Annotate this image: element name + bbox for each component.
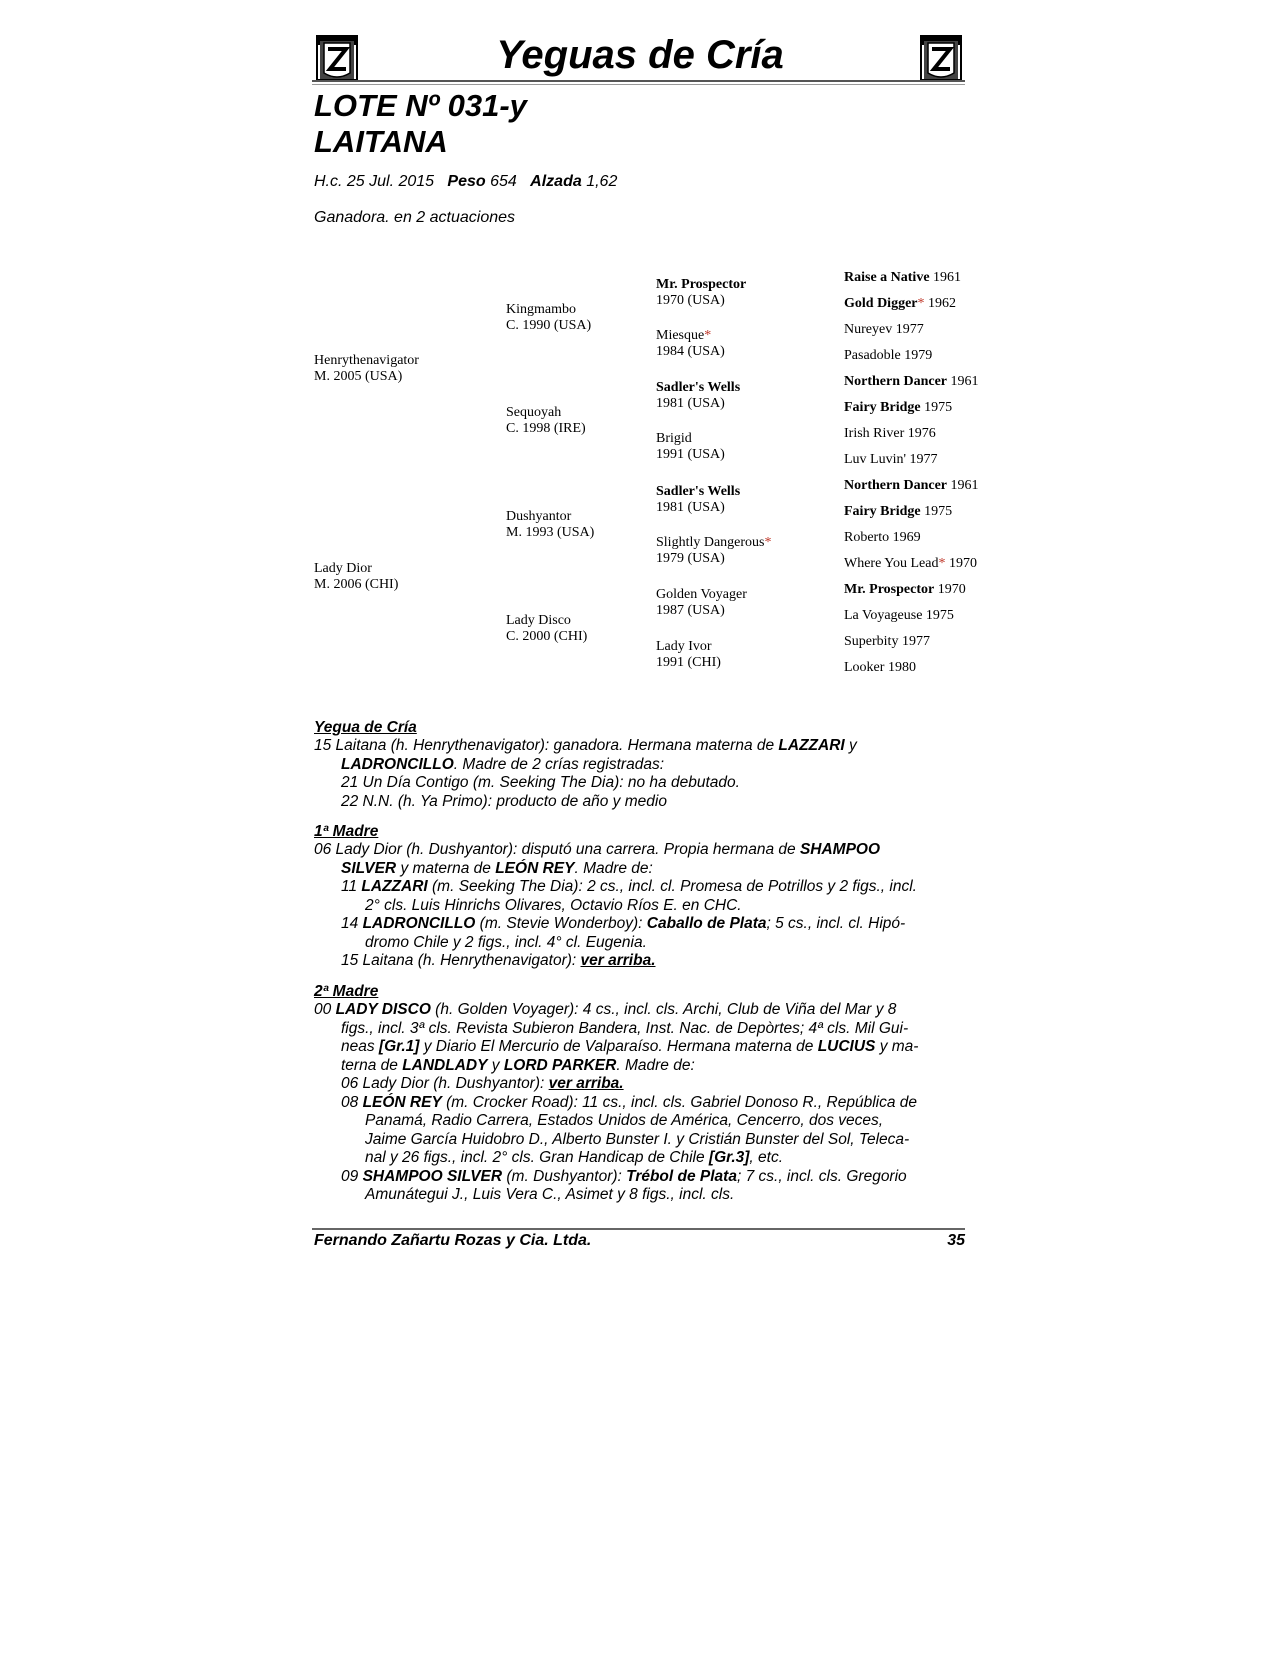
horse-name: LAZZARI [778, 737, 845, 754]
yegua-paragraph-cont [341, 756, 965, 775]
madre2-offspring [341, 1075, 624, 1094]
ped-info: 1991 (USA) [656, 447, 725, 462]
ped-year: 1975 [924, 400, 953, 415]
ped-name: Slightly Dangerous [656, 535, 765, 550]
madre2-offspring [341, 1094, 965, 1113]
ped-gen3-7 [656, 587, 747, 619]
text: 11 [341, 878, 362, 895]
shield-z-logo-left [314, 33, 360, 83]
horse-name: LEÓN REY [362, 1094, 442, 1111]
race-record: Ganadora. en 2 actuaciones [314, 209, 516, 226]
ped-gen4-16 [844, 660, 916, 676]
ped-gen4-3 [844, 322, 924, 338]
ped-info: 1981 (USA) [656, 396, 725, 411]
ped-name: Irish River [844, 426, 905, 441]
ped-info: C. 1998 (IRE) [506, 421, 586, 436]
ped-year: 1975 [924, 504, 953, 519]
ped-gen3-4 [656, 431, 725, 463]
horse-name: LADY DISCO [335, 1001, 431, 1018]
ped-gen4-15 [844, 634, 930, 650]
ped-year: 1969 [892, 530, 921, 545]
ped-info: 1981 (USA) [656, 500, 725, 515]
page-number: 35 [947, 1232, 965, 1249]
ped-dam [314, 561, 398, 593]
text: (m. Dushyantor): [502, 1168, 627, 1185]
text: terna de [341, 1057, 403, 1074]
ped-gen2-1 [506, 302, 591, 334]
ped-gen2-2 [506, 405, 586, 437]
text: y [844, 737, 857, 754]
madre1-offspring [341, 952, 656, 971]
section-heading-madre1: 1ª Madre [314, 823, 379, 840]
text: . Madre de: [574, 860, 653, 877]
ped-name: Lady Disco [506, 613, 571, 628]
text: 06 Lady Dior (h. Dushyantor): disputó una carrera. Propia hermana de [314, 841, 800, 858]
ped-gen3-2 [656, 328, 725, 360]
peso-label: Peso [447, 173, 486, 190]
ped-year: 1979 [904, 348, 933, 363]
ped-name: Sequoyah [506, 405, 562, 420]
horse-name: LORD PARKER [503, 1057, 617, 1074]
ped-gen3-1 [656, 277, 746, 309]
ped-year: 1977 [901, 634, 930, 649]
horse-name: SHAMPOO [799, 841, 881, 858]
yegua-paragraph [314, 737, 965, 756]
text: y Diario El Mercurio de Valparaíso. Hermana materna de [419, 1038, 818, 1055]
award: Caballo de Plata [646, 915, 767, 932]
madre2-offspring-cont [365, 1149, 783, 1168]
text: , etc. [749, 1149, 784, 1166]
section-heading-madre2: 2ª Madre [314, 983, 379, 1000]
ped-name: Dushyantor [506, 509, 572, 524]
imported-star: * [704, 328, 712, 343]
madre2-offspring-cont: Amunátegui J., Luis Vera C., Asimet y 8 figs., incl. cls. [365, 1186, 735, 1203]
alzada-value: 1,62 [586, 173, 618, 190]
ped-name: Gold Digger [844, 296, 918, 311]
text: . Madre de: [616, 1057, 695, 1074]
ped-gen2-3 [506, 509, 594, 541]
madre2-line [341, 1038, 965, 1057]
ped-gen3-6 [656, 535, 772, 567]
ped-year: 1970 [937, 582, 966, 597]
ped-name: Pasadoble [844, 348, 901, 363]
madre2-offspring-cont: Jaime García Huidobro D., Alberto Bunster I. y Cristián Bunster del Sol, Teleca- [365, 1131, 910, 1148]
text: 15 Laitana (h. Henrythenavigator): ganadora. Hermana materna de [314, 737, 779, 754]
birth-info: H.c. 25 Jul. 2015 [314, 173, 435, 190]
text: ; 5 cs., incl. cl. Hipó- [766, 915, 906, 932]
madre2-line [341, 1057, 695, 1076]
text: 08 [341, 1094, 363, 1111]
madre2-line [314, 1001, 965, 1020]
ped-info: 1987 (USA) [656, 603, 725, 618]
alzada-label: Alzada [530, 173, 582, 190]
ped-info: 1984 (USA) [656, 344, 725, 359]
text: y materna de [396, 860, 496, 877]
ped-name: Raise a Native [844, 270, 930, 285]
text: y ma- [875, 1038, 919, 1055]
madre1-offspring [341, 915, 965, 934]
ped-name: Lady Ivor [656, 639, 712, 654]
ped-gen2-4 [506, 613, 587, 645]
lot-heading [314, 88, 527, 160]
ped-name: La Voyageuse [844, 608, 923, 623]
ped-name: Henrythenavigator [314, 353, 419, 368]
text: nal y 26 figs., incl. 2° cls. Gran Handicap de Chile [365, 1149, 709, 1166]
ped-gen3-3 [656, 380, 740, 412]
madre1-offspring-cont: dromo Chile y 2 figs., incl. 4° cl. Eugenia. [365, 934, 647, 951]
imported-star: * [938, 556, 946, 571]
ped-gen4-12 [844, 556, 977, 572]
shield-z-logo-right [918, 33, 964, 83]
ped-name: Mr. Prospector [656, 277, 747, 292]
ped-gen4-8 [844, 452, 938, 468]
madre2-line: figs., incl. 3ª cls. Revista Subieron Bandera, Inst. Nac. de Depòrtes; 4ª cls. Mil Gui- [341, 1020, 909, 1037]
ped-gen4-10 [844, 504, 952, 520]
horse-name: LADRONCILLO [362, 915, 476, 932]
see-above-link: ver arriba. [548, 1075, 624, 1092]
horse-details [314, 173, 617, 191]
footer-company: Fernando Zañartu Rozas y Cia. Ltda. [314, 1232, 592, 1249]
ped-name: Northern Dancer [844, 478, 948, 493]
ped-name: Kingmambo [506, 302, 576, 317]
text: 00 [314, 1001, 336, 1018]
grade: [Gr.1] [378, 1038, 420, 1055]
ped-sire [314, 353, 419, 385]
text: (m. Stevie Wonderboy): [475, 915, 647, 932]
ped-info: M. 2005 (USA) [314, 369, 403, 384]
ped-gen4-2 [844, 296, 956, 312]
text: y [487, 1057, 504, 1074]
header-rule [312, 80, 965, 82]
ped-name: Golden Voyager [656, 587, 747, 602]
ped-name: Brigid [656, 431, 692, 446]
ped-name: Luv Luvin' [844, 452, 907, 467]
peso-value: 654 [490, 173, 517, 190]
ped-gen4-4 [844, 348, 932, 364]
ped-name: Superbity [844, 634, 899, 649]
text: 15 Laitana (h. Henrythenavigator): [341, 952, 581, 969]
ped-gen4-1 [844, 270, 961, 286]
ped-gen4-7 [844, 426, 936, 442]
ped-name: Fairy Bridge [844, 504, 921, 519]
imported-star: * [917, 296, 925, 311]
ped-name: Nureyev [844, 322, 893, 337]
text: 06 Lady Dior (h. Dushyantor): [341, 1075, 549, 1092]
ped-gen4-6 [844, 400, 952, 416]
ped-gen4-9 [844, 478, 979, 494]
ped-info: 1970 (USA) [656, 293, 725, 308]
horse-name: LEÓN REY [495, 860, 575, 877]
ped-name: Northern Dancer [844, 374, 948, 389]
madre2-offspring [341, 1168, 965, 1187]
ped-year: 1961 [950, 374, 979, 389]
horse-name: LADRONCILLO [341, 756, 454, 773]
text: neas [341, 1038, 379, 1055]
madre1-line [314, 841, 965, 860]
ped-name: Fairy Bridge [844, 400, 921, 415]
ped-name: Sadler's Wells [656, 380, 741, 395]
offspring-line: 21 Un Día Contigo (m. Seeking The Dia): no ha debutado. [341, 774, 740, 791]
text: (h. Golden Voyager): 4 cs., incl. cls. Archi, Club de Viña del Mar y 8 [430, 1001, 897, 1018]
see-above-link: ver arriba. [580, 952, 656, 969]
section-heading-yegua: Yegua de Cría [314, 719, 417, 736]
horse-name: LAZZARI [361, 878, 428, 895]
ped-name: Lady Dior [314, 561, 372, 576]
ped-year: 1977 [909, 452, 938, 467]
ped-info: M. 2006 (CHI) [314, 577, 399, 592]
lot-horse-name: LAITANA [314, 124, 448, 159]
ped-gen4-5 [844, 374, 979, 390]
grade: [Gr.3] [708, 1149, 750, 1166]
ped-info: 1979 (USA) [656, 551, 725, 566]
horse-name: SILVER [341, 860, 397, 877]
text: . Madre de 2 crías registradas: [453, 756, 665, 773]
ped-gen3-8 [656, 639, 721, 671]
ped-gen4-11 [844, 530, 921, 546]
horse-name: SHAMPOO SILVER [362, 1168, 503, 1185]
page-header-title: Yeguas de Cría [496, 33, 784, 77]
ped-year: 1961 [950, 478, 979, 493]
text: 09 [341, 1168, 363, 1185]
ped-name: Roberto [844, 530, 890, 545]
ped-gen4-14 [844, 608, 954, 624]
ped-info: C. 2000 (CHI) [506, 629, 588, 644]
ped-year: 1961 [933, 270, 962, 285]
ped-name: Looker [844, 660, 885, 675]
ped-year: 1976 [907, 426, 936, 441]
ped-name: Sadler's Wells [656, 484, 741, 499]
text: 14 [341, 915, 363, 932]
horse-name: LUCIUS [817, 1038, 876, 1055]
offspring-line: 22 N.N. (h. Ya Primo): producto de año y medio [341, 793, 667, 810]
ped-year: 1962 [928, 296, 956, 311]
ped-gen3-5 [656, 484, 740, 516]
imported-star: * [764, 535, 772, 550]
madre1-line [341, 860, 653, 879]
ped-info: C. 1990 (USA) [506, 318, 592, 333]
ped-info: 1991 (CHI) [656, 655, 721, 670]
text: ; 7 cs., incl. cls. Gregorio [736, 1168, 907, 1185]
madre1-offspring [341, 878, 965, 897]
ped-name: Mr. Prospector [844, 582, 935, 597]
ped-info: M. 1993 (USA) [506, 525, 595, 540]
text: (m. Crocker Road): 11 cs., incl. cls. Gabriel Donoso R., República de [441, 1094, 918, 1111]
madre1-offspring-cont: 2° cls. Luis Hinrichs Olivares, Octavio Ríos E. en CHC. [365, 897, 742, 914]
ped-year: 1975 [925, 608, 954, 623]
ped-year: 1970 [948, 556, 977, 571]
horse-name: LANDLADY [402, 1057, 488, 1074]
text: (m. Seeking The Dia): 2 cs., incl. cl. Promesa de Potrillos y 2 figs., incl. [427, 878, 917, 895]
ped-name: Where You Lead [844, 556, 939, 571]
footer-rule [312, 1228, 965, 1230]
award: Trébol de Plata [626, 1168, 737, 1185]
ped-year: 1977 [895, 322, 924, 337]
ped-gen4-13 [844, 582, 966, 598]
header-rule-secondary [312, 84, 965, 85]
madre2-offspring-cont: Panamá, Radio Carrera, Estados Unidos de América, Cencerro, dos veces, [365, 1112, 884, 1129]
lot-number: LOTE Nº 031-y [314, 88, 527, 123]
ped-name: Miesque [656, 328, 705, 343]
ped-year: 1980 [887, 660, 916, 675]
